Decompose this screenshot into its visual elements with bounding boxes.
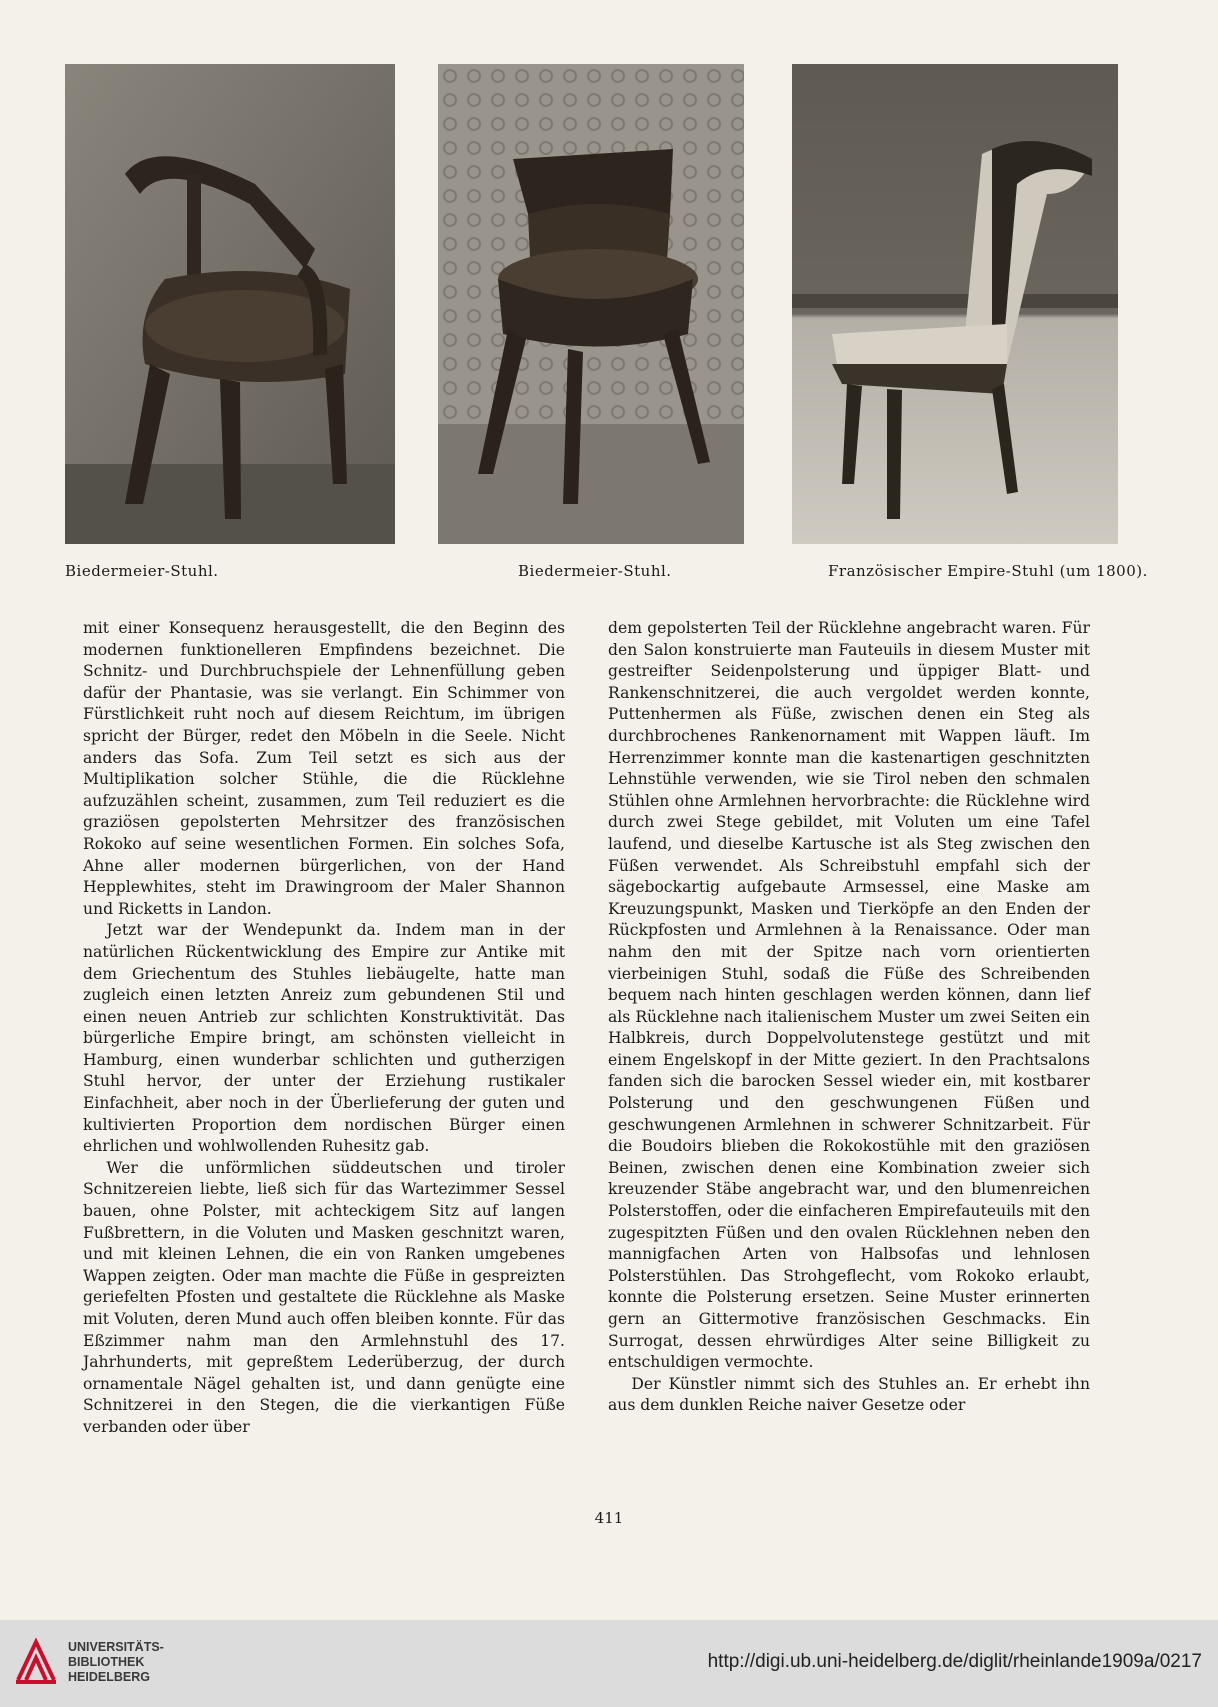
- figure-caption-1: Biedermeier-Stuhl.: [65, 562, 219, 580]
- photo-biedermeier-armchair: [65, 64, 395, 544]
- library-name-line: UNIVERSITÄTS-: [68, 1640, 164, 1654]
- paragraph: Wer die unförmlichen süddeutschen und tiroler Schnitzereien liebte, ließ sich für das Wartezimmer Sessel bauen, ohne Polster, mit achteckigem Sitz auf langen Fußbrettern, in die Voluten und Masken geschnitzt waren, und mit kleinen Lehnen, die ein von Ranken umgebenes Wappen zeigten. Oder man machte die Füße in gespreizten geriefelten Pfosten und gestaltete die Rücklehne als Maske mit Voluten, deren Mund auch offen bleiben konnte. Für das Eßzimmer nahm man den Armlehnstuhl des 17. Jahrhunderts, mit gepreßtem Lederüberzug, der durch ornamentale Nägel gehalten ist, und dann genügte eine Schnitzerei in den Stegen, die die vierkantigen Füße verbanden oder über: [83, 1158, 565, 1436]
- paragraph: dem gepolsterten Teil der Rücklehne angebracht waren. Für den Salon konstruierte man Fauteuils in diesem Muster mit gestreifter Seidenpolsterung und üppiger Blatt- und Rankenschnitzerei, die auch vergoldet werden konnte, Puttenhermen als Füße, zwischen denen ein Steg als durchbrochenes Rankenornament mit Wappen läuft. Im Herrenzimmer konnte man die kastenartigen geschnitzten Lehnstühle verwenden, wie sie Tirol neben den schmalen Stühlen ohne Armlehnen hervorbrachte: die Rücklehne wird durch zwei Stege gebildet, mit Voluten um eine Tafel laufend, und dieselbe Kartusche ist als Steg zwischen den Füßen verwendet. Als Schreibstuhl empfahl sich der sägebockartig aufgebaute Armsessel, eine Maske am Kreuzungspunkt, Masken und Tierköpfe an den Enden der Rückpfosten und Armlehnen à la Renaissance. Oder man nahm den mit der Spitze nach vorn orientierten vierbeinigen Stuhl, sodaß die Füße des Schreibenden bequem nach hinten geschlagen werden können, dann lief als Rücklehne nach italienischem Muster um zwei Seiten ein Halbkreis, durch Doppelvolutenstege gestützt und mit einem Engelskopf in der Mitte geziert. In den Prachtsalons fanden sich die barocken Sessel wieder ein, mit kostbarer Polsterung und den geschwungenen Füßen und geschwungenen Armlehnen in schwerer Schnitzarbeit. Für die Boudoirs blieben die Rokokostühle mit den graziösen Beinen, zwischen denen eine Kombination zweier sich kreuzender Stäbe angebracht war, und den blumenreichen Polsterstoffen, oder die einfacheren Empirefauteuils mit den zugespitzten Füßen und den ovalen Rücklehnen neben den mannigfachen Arten von Halbsofas und lehnlosen Polsterstühlen. Das Strohgeflecht, vom Rokoko erlaubt, konnte die Polsterung ersetzen. Seine Muster erinnerten gern an Gittermotive französischen Geschmacks. Ein Surrogat, dessen ehrwürdiges Alter seine Billigkeit zu entschuldigen vermochte.: [608, 619, 1090, 1372]
- library-name-line: HEIDELBERG: [68, 1670, 150, 1684]
- paragraph: Der Künstler nimmt sich des Stuhles an. Er erhebt ihn aus dem dunklen Reiche naiver Gesetze oder: [608, 1374, 1090, 1415]
- paragraph: mit einer Konsequenz herausgestellt, die den Beginn des modernen funktionelleren Empfindens bezeichnet. Die Schnitz- und Durchbruchspiele der Lehnenfüllung geben dafür der Phantasie, was sie verlangt. Ein Schimmer von Fürstlichkeit ruht noch auf diesem Reichtum, im übrigen spricht der Bürger, redet den Möbeln in die Seele. Nicht anders das Sofa. Zum Teil setzt es sich aus der Multiplikation solcher Stühle, die die Rücklehne aufzuzählen scheint, zusammen, zum Teil reduziert es die graziösen gepolsterten Mehrsitzer des französischen Rokoko auf seine wesentlichen Formen. Ein solches Sofa, Ahne aller modernen bürgerlichen, von der Hand Hepplewhites, steht im Drawingroom der Maler Shannon und Ricketts in Landon.: [83, 619, 565, 918]
- figure-caption-3: Französischer Empire-Stuhl (um 1800).: [828, 562, 1148, 580]
- page-number: 411: [594, 1509, 624, 1527]
- text-column-left: [83, 618, 565, 1439]
- paragraph: Jetzt war der Wendepunkt da. Indem man in der natürlichen Rückentwicklung des Empire zur Antike mit dem Griechentum des Stuhles liebäugelte, hatte man zugleich einen letzten Anreiz zum gebundenen Stil und einen neuen Antrieb zur schlichten Konstruktivität. Das bürgerliche Empire bringt, am schönsten vielleicht in Hamburg, einen wunderbar schlichten und gutherzigen Stuhl hervor, der unter der Erziehung rustikaler Einfachheit, aber noch in der Überlieferung der guten und kultivierten Proportion dem nordischen Bürger einen ehrlichen und wohlwollenden Ruhesitz gab.: [83, 921, 565, 1156]
- text-column-right: [608, 618, 1090, 1417]
- photo-french-empire-chair: [792, 64, 1118, 544]
- library-name-line: BIBLIOTHEK: [68, 1655, 145, 1669]
- figure-caption-2: Biedermeier-Stuhl.: [518, 562, 672, 580]
- footer-bar: [0, 1620, 1218, 1707]
- permalink-url[interactable]: http://digi.ub.uni-heidelberg.de/diglit/rheinlande1909a/0217: [707, 1651, 1202, 1672]
- photo-biedermeier-tub-chair: [438, 64, 744, 544]
- library-logo-icon[interactable]: [14, 1636, 58, 1686]
- library-name[interactable]: [68, 1640, 164, 1685]
